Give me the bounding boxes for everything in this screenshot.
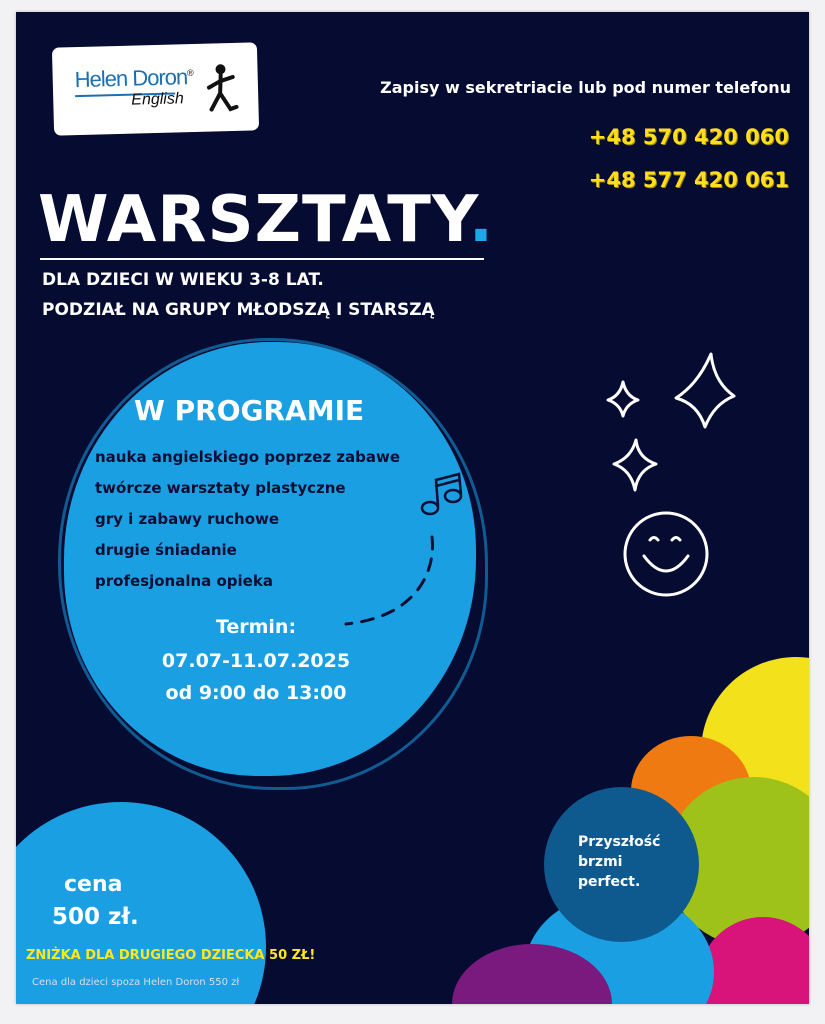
price-circle — [16, 802, 266, 1004]
price-note: Cena dla dzieci spoza Helen Doron 550 zł — [32, 977, 240, 988]
sparkle-icon — [676, 354, 734, 427]
contact-label: Zapisy w sekretriacie lub pod numer telefonu — [380, 78, 791, 97]
term-label: Termin: — [215, 616, 297, 638]
title-underline — [40, 258, 484, 260]
list-item: gry i zabawy ruchowe — [95, 510, 280, 528]
poster — [16, 12, 809, 1004]
smiley-icon — [625, 513, 707, 595]
price-value: 500 zł. — [52, 904, 139, 930]
discount-text: ZNIŻKA DLA DRUGIEGO DZIECKA 50 ZŁ! — [26, 948, 316, 963]
list-item: nauka angielskiego poprzez zabawe — [95, 448, 401, 466]
page-title: WARSZTATY. — [38, 183, 494, 257]
logo — [52, 42, 259, 135]
slogan-line: Przyszłość — [578, 834, 661, 850]
sparkle-icon — [608, 382, 638, 416]
logo-brand: Helen Doron® — [74, 64, 193, 93]
phone-number-1[interactable]: +48 570 420 060 — [588, 125, 789, 149]
list-item: profesjonalna opieka — [95, 572, 273, 590]
logo-sub: English — [131, 90, 184, 109]
age-info: DLA DZIECI W WIEKU 3-8 LAT. — [42, 270, 324, 290]
price-label: cena — [64, 872, 123, 897]
phone-number-2[interactable]: +48 577 420 061 — [588, 168, 789, 192]
list-item: drugie śniadanie — [95, 541, 237, 559]
term-hours: od 9:00 do 13:00 — [165, 682, 347, 704]
group-info: PODZIAŁ NA GRUPY MŁODSZĄ I STARSZĄ — [42, 300, 435, 320]
program-list — [95, 442, 400, 597]
slogan-line: perfect. — [578, 874, 641, 890]
program-title: W PROGRAMIE — [134, 394, 365, 427]
sparkle-icon — [614, 440, 656, 490]
list-item: twórcze warsztaty plastyczne — [95, 479, 346, 497]
term-dates: 07.07-11.07.2025 — [161, 650, 351, 672]
slogan — [578, 832, 660, 892]
title-dot: . — [468, 183, 494, 257]
slogan-line: brzmi — [578, 854, 623, 870]
walking-figure-icon — [202, 63, 239, 114]
